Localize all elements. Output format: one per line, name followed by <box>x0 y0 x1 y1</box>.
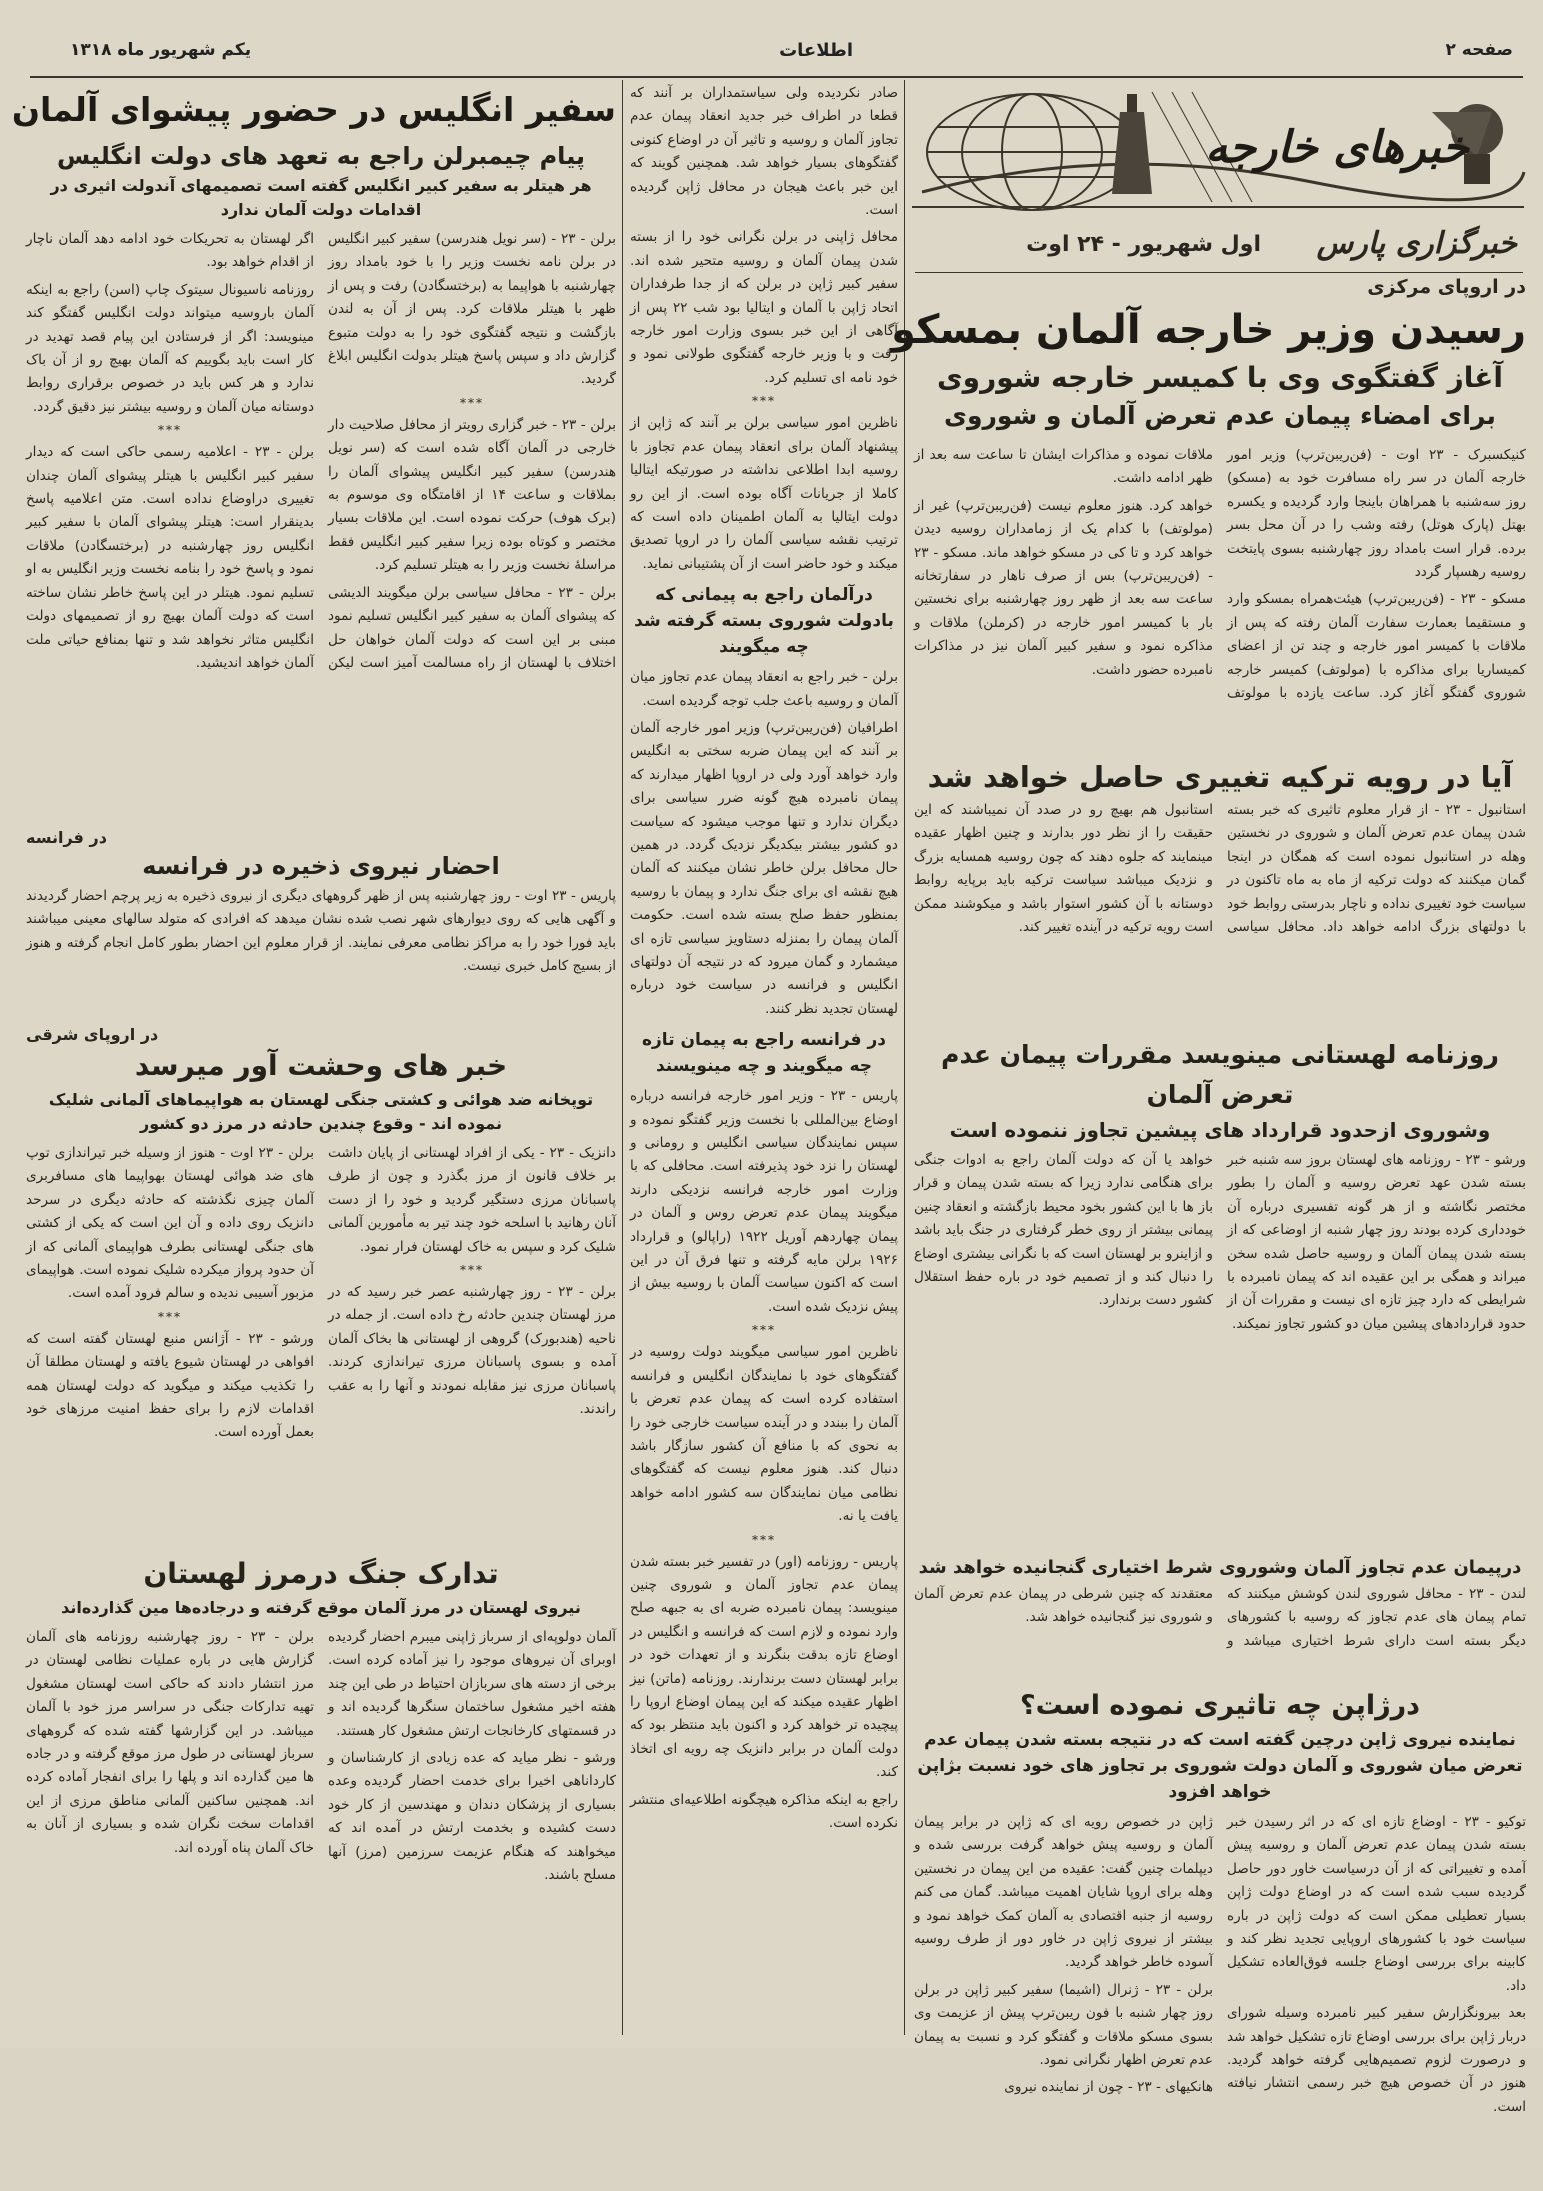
subheadline: برای امضاء پیمان عدم تعرض آلمان و شوروی <box>944 401 1496 430</box>
article-paragraph: پاریس - ۲۳ اوت - روز چهارشنبه پس از ظهر گروههای دیگری از نیروی ذخیره به زیر پرچم احضار گردیدند و آگهی هایی که روی دیوارهای شهر نصب شده نشان میدهد که افرادی که متولد سالهای معینی میباشند باید فورا خود را به مراکز نظامی معرفی نمایند. از قرار معلوم این احضار بطور کامل انجام گرفته و هنوز از بسیج کامل خبری نیست. <box>26 888 616 975</box>
article-paragraph: خواهد کرد. هنوز معلوم نیست (فن‌ریبن‌ترپ) غیر از (مولوتف) با کدام یک از زمامداران روسیه دیدن خواهد کرد و تا کی در مسکو خواهد ماند. مسکو - ۲۳ - (فن‌ریبن‌ترپ) بس از صرف ناهار در سفارتخانه ساعت سه بعد از ظهر روز چهارشنبه برای نخستین بار با کمیسر امور خارجه در (کرملن) ملاقات و مذاکره نمود و سفیر کبیر آلمان نیز در مذاکرات نامبرده حضور داشت. <box>914 497 1213 678</box>
article-paragraph: برلن - خبر راجع به انعقاد پیمان عدم تجاوز میان آلمان و روسیه باعث جلب توجه گردیده است. <box>630 669 898 709</box>
article-paragraph: ورشو - ۲۳ - روزنامه های لهستان بروز سه شنبه خبر بسته شدن عهد تعرض روسیه و آلمان را بطور مختصر نگاشته و از هر گونه تفسیری درباره آن خودداری کرده بودند روز چهار شنبه از اوضاعی که از بسته شدن پیمان آلمان و روسیه حاصل شده سخن میراند و همگی بر این عقیده اند که پیمان نامبرده با شرایطی که دارد چیز تازه ای نیست و مقررات آن از حدود قراردادهای پیشین میان دو کشور تجاوز نمیکند. <box>1227 1152 1526 1332</box>
article-paragraph: برلن - ۲۳ اوت - هنوز از وسیله خبر تیراندازی توپ های ضد هوائی لهستان بهواپیما های مسافربری آلمان چیزی نگذشته که حادثه دیگری در سرحد دانزیک روی داده و آن این است که یکی از کشتی های جنگی لهستانی بطرف هواپیمای آلمانی که از آن حدود پرواز میکرده شلیک نموده است. هواپیمای مزبور آسیبی ندیده و سالم فرود آمده است. <box>26 1145 314 1302</box>
subheadline: وشوروی ازحدود قرارداد های پیشین تجاوز ننموده است <box>949 1118 1491 1142</box>
article-paragraph: بعد بیرونگزارش سفیر کبیر نامبرده وسیله شورای دربار ژاپن برای بررسی اوضاع تازه تشکیل خواهد شد و درصورت لزوم تصمیم‌هایی گرفته خواهد گردید. هنوز در آن خصوص هیچ خبر رسمی انتشار نیافته است. <box>1227 2005 1526 2115</box>
two-col-article: برلن - ۲۳ - (سر نویل هندرسن) سفیر کبیر انگلیس در برلن نامه نخست وزیر را با خود بامداد روز چهارشنبه با هواپیما به (برختسگادن) رفت و پس از ظهر با هیتلر ملاقات کرد. پس از آن به لندن بازگشت و نتیجه گفتگوی خود را به دولت متبوع گزارش داد و سپس پاسخ هیتلر بدولت انگلیس ابلاغ گردید. *** برلن - ۲۳ - خبر گزاری رویتر از محافل صلاحیت دار خارجی در آلمان آگاه شده است که (سر نویل هندرسن) سفیر کبیر انگلیس پیشوای آلمان را بملاقات و ساعت ۱۴ از اقامتگاه وی موسوم به (برک هوف) حرکت نموده است. این ملاقات بسیار مختصر و کوتاه بوده زیرا سفیر کبیر انگلیس فقط مراسلهٔ نخست وزیر را به هیتلر تسلیم کرد. برلن - ۲۳ - محافل سیاسی برلن میگویند الدیشی که پیشوای آلمان به سفیر کبیر انگلیس تسلیم نمود مبنی بر این است که دولت آلمان خواهان حل اختلاف با لهستان از راه مسالمت آمیز است لیکن اگر لهستان به تحریکات خود ادامه دهد آلمان ناچار از اقدام خواهد بود. روزنامه ناسیونال سیتوک چاپ (اسن) راجع به اینکه آلمان باروسیه میتواند دولت انگلیس گفتگو کند مینویسد: اگر از فرستادن این پیام قصد تهدید در کار است باید بگوییم که آلمان بهیچ رو از آن باک ندارد و هر کس باید در خصوص برقراری روابط دوستانه میان آلمان و روسیه بیشتر نیز دقیق گردد. *** برلن - ۲۳ - اعلامیه رسمی حاکی است که دیدار سفیر کبیر انگلیس با هیتلر پیشوای آلمان چندان تغییری دراوضاع نداده است. متن اعلامیه پاسخ بدینقرار است: هیتلر پیشوای آلمان با سفیر کبیر انگلیس روز چهارشنبه در (برختسگادن) ملاقات نمود و پاسخ خود را بنامه نخست وزیر انگلیس به او تسلیم نمود. هیتلر در این پاسخ خاطر نشان ساخته است که دولت آلمان بهیچ رو از تصمیمهای دولت انگلیس متاثر نخواهد شد و تنها بمنافع حیاتی ملت آلمان خواهد اندیشید. <box>26 228 616 828</box>
two-col-article <box>914 1149 1526 1549</box>
section-banner <box>912 82 1524 217</box>
article-block <box>26 885 616 1025</box>
two-col-article <box>914 799 1526 1029</box>
subheadline: هر هیتلر به سفیر کبیر انگلیس گفته است تصمیمهای آندولت اثیری در اقدامات دولت آلمان ندارد <box>50 176 592 219</box>
subheadline: نماینده نیروی ژاپن درچین گفته است که در نتیجه بسته شدن پیمان عدم تعرض میان شوروی و آلمان دولت شوروی بر تجاوز های خود نسبت بژاپن خواهد افزود <box>917 1730 1523 1802</box>
headline-main: سفیر انگلیس در حضور پیشوای آلمان <box>11 90 616 129</box>
article-paragraph: استانبول - ۲۳ - از قرار معلوم تاثیری که خبر بسته شدن پیمان عدم تعرض آلمان و شوروی در نخستین وهله در استانبول نموده است که همگان در اینجا گمان میکنند که دولت ترکیه از ماه به ماه تاکنون در سیاست خود تغییری نداده و ناچار بدرستی روابط خود با دولتهای بزرگ ادامه خواهد داد. محافل سیاسی استانبول هم بهیچ رو در صدد آن نمیباشند که این حقیقت را از نظر دور بدارند و چنین اظهار عقیده مینمایند که جلوه دهند که چون روسیه همسایه بزرگ و نزدیک میباشد سیاست ترکیه باید برپایه روابط دوستانه با آن کشور استوار باشد و میکوشند ممکن است رویه ترکیه در آینده تغییر کند. <box>914 802 1526 936</box>
article-paragraph: توکیو - ۲۳ - اوضاع تازه ای که در اثر رسیدن خبر بسته شدن پیمان عدم تعرض آلمان و روسیه پیش آمده و تغییراتی که از آن درسیاست خاور دور حاصل گردیده سبب شده است که در اوضاع دولت ژاپن بسیار تعطیلی ممکن است که دولت ژاپن در باره سیاست خود با کشورهای اروپایی تجدید نظر کند و کابینه برای بررسی اوضاع جلسه فوق‌العاده تشکیل داد. <box>1227 1814 1526 1994</box>
headline: در فرانسه راجع به پیمان تازه چه میگویند و چه مینویسند <box>641 1030 886 1077</box>
article-paragraph: ورشو - نظر میاید که عده زیادی از کارشناسان و کارداناهی اخیرا برای خدمت احضار گردیده وعده بسیاری از پزشکان دندان و مهندسین از کار خود دست کشیده و بخدمت ارتش در آمده اند که میخواهند که هنگام عزیمت سرزمین (مرز) آنها مسلح باشند. <box>328 1750 616 1884</box>
headline: درپیمان عدم تجاوز آلمان وشوروی شرط اختیاری گنجانیده خواهد شد <box>918 1557 1522 1578</box>
paper-name: اطلاعات <box>779 40 853 61</box>
two-col-article <box>26 1626 616 2046</box>
article-paragraph: برلن - ۲۳ - محافل سیاسی برلن میگویند الدیشی که پیشوای آلمان به سفیر کبیر انگلیس تسلیم نمود مبنی بر این است که دولت آلمان خواهان حل اختلاف با لهستان از راه مسالمت آمیز است لیکن اگر لهستان به تحریکات خود ادامه دهد آلمان ناچار از اقدام خواهد بود. <box>26 231 616 671</box>
column-rule <box>622 80 623 2035</box>
article-paragraph: ناظرین امور سیاسی برلن بر آنند که ژاپن از پیشنهاد آلمان برای انعقاد پیمان عدم تجاوز با روسیه ابدا اطلاعی نداشته در صورتیکه ایتالیا کاملا از جریانات آگاه بوده است. از این رو دولت ایتالیا به آلمان اطمینان داده است که ترتیب نقشه سیاسی آلمان را در اروپا تصدیق میکند و خود حاضر است از آن پشتیبانی نماید. <box>630 415 898 572</box>
region-label: در اروپای مرکزی <box>1367 276 1526 298</box>
two-col-article: دانزیک - ۲۳ - یکی از افراد لهستانی از پایان داشت بر خلاف قانون از مرز بگذرد و چون از طرف پاسبانان مرزی دستگیر گردید و خود را از دست آنان رهانید با اسلحه خود چند تیر به مأمورین آلمانی شلیک کرد و سپس به خاک لهستان فرار نمود. *** برلن - ۲۳ - روز چهارشنبه عصر خبر رسید که در مرز لهستان چندین حادثه رخ داده است. از جمله در ناحیه (هندبورک) گروهی از لهستانی ها بخاک آلمان آمده و بسوی پاسبانان مرزی تیراندازی کردند. پاسبانان مرزی نیز مقابله نمودند و آنها را به عقب راندند. برلن - ۲۳ اوت - هنوز از وسیله خبر تیراندازی توپ های ضد هوائی لهستان بهواپیما های مسافربری آلمان چیزی نگذشته که حادثه دیگری در سرحد دانزیک روی داده و آن این است که یکی از کشتی های جنگی لهستانی بطرف هواپیمای آلمانی که از آن حدود پرواز میکرده شلیک نموده است. هواپیمای مزبور آسیبی ندیده و سالم فرود آمده است. *** ورشو - ۲۳ - آژانس منبع لهستان گفته است که افواهی در لهستان شیوع یافته و لهستان مطلقا آن را تکذیب میکند و میگوید که دولت لهستان همه اقدامات لازم را برای حفظ امنیت مرزهای خود بعمل آورده است. <box>26 1142 616 1552</box>
headline: تدارک جنگ درمرز لهستان <box>143 1557 499 1590</box>
article-paragraph: برلن - ۲۳ - ژنرال (اشیما) سفیر کبیر ژاپن در برلن روز چهار شنبه با فون ریبن‌ترپ پیش از عزیمت وی بسوی مسکو ملاقات و گفتگو کرد و نسبت به پیمان عدم تعرض اظهار نگرانی نمود. <box>914 1981 1213 2069</box>
headline: خبر های وحشت آور میرسد <box>134 1049 508 1082</box>
dispatch-date: اول شهریور - ۲۴ اوت <box>1026 232 1261 257</box>
headline: درآلمان راجع به پیمانی که بادولت شوروی بسته گرفته شد چه میگویند <box>634 585 894 658</box>
article-paragraph: کنیکسبرک - ۲۳ اوت - (فن‌ریبن‌ترپ) وزیر امور خارجه آلمان در سر راه مسافرت خود به (مسکو) روز سه‌شنبه با همراهان باینجا وارد گردیده و یکسره بهتل (پارک هوتل) رفته وشب را در آن محل بسر برده. قرار است بامداد روز چهارشنبه بسوی پایتخت روسیه رهسپار گردد <box>1227 447 1526 581</box>
article-paragraph: برلن - ۲۳ - اعلامیه رسمی حاکی است که دیدار سفیر کبیر انگلیس با هیتلر پیشوای آلمان چندان تغییری دراوضاع نداده است. متن اعلامیه پاسخ بدینقرار است: هیتلر پیشوای آلمان با سفیر کبیر انگلیس روز چهارشنبه در (برختسگادن) ملاقات نمود و پاسخ خود را بنامه نخست وزیر انگلیس به او تسلیم نمود. هیتلر در این پاسخ خاطر نشان ساخته است که دولت آلمان بهیچ رو از تصمیمهای دولت انگلیس متاثر نخواهد شد و تنها بمنافع حیاتی ملت آلمان خواهد اندیشید. <box>26 444 314 671</box>
article-paragraph: پاریس - روزنامه (اور) در تفسیر خبر بسته شدن پیمان عدم تجاوز آلمان و شوروی چنین مینویسد: پیمان نامبرده ضربه ای به جبهه صلح وارد نموده و لازم است که فرانسه و انگلیس در اوضاع تازه بدقت بنگرند و از تعهدات خود در برابر لهستان دست برندارند. روزنامه (ماتن) نیز اظهار عقیده میکند که این پیمان اوضاع اروپا را پیچیده تر خواهد کرد و اکنون باید منتظر بود که دولت آلمان در برابر دانزیک چه رویه ای اتخاذ کند. <box>630 1553 898 1781</box>
article-paragraph: لندن - ۲۳ - محافل شوروی لندن کوشش میکنند که تمام پیمان های عدم تجاوز که روسیه با کشورهای دیگر بسته است دارای شرط اختیاری میباشد و معتقدند که چنین شرطی در پیمان عدم تعرض آلمان و شوروی نیز گنجانیده خواهد شد. <box>914 1586 1526 1649</box>
article-paragraph: محافل ژاپنی در برلن نگرانی خود را از بسته شدن پیمان آلمان و روسیه متحیر شده اند. سفیر کبیر ژاپن در برلن که از جدا طرفداران اتحاد ژاپن با آلمان و ایتالیا بود شب ۲۲ پس از آگاهی از این خبر بسوی وزارت امور خارجه رفت و با وزیر خارجه گفتگوی طولانی نمود و خود نامه ای تسلیم کرد. <box>630 229 898 386</box>
two-col-article <box>914 1583 1526 1679</box>
section-title: خبرهای خارجه <box>1205 122 1469 173</box>
subheadline: توپخانه ضد هوائی و کشتی جنگی لهستان به هواپیماهای آلمانی شلیک نموده اند - وقوع چندین حادثه در مرز دو کشور <box>48 1090 594 1133</box>
subheadline: پیام چیمبرلن راجع به تعهد های دولت انگلیس <box>57 142 585 170</box>
article-paragraph: دانزیک - ۲۳ - یکی از افراد لهستانی از پایان داشت بر خلاف قانون از مرز بگذرد و چون از طرف پاسبانان مرزی دستگیر گردید و خود را از دست آنان رهانید با اسلحه خود چند تیر به مأمورین آلمانی شلیک کرد و سپس به خاک لهستان فرار نمود. <box>328 1145 616 1255</box>
column-3 <box>11 82 617 2037</box>
column-2: صادر نکردیده ولی سیاستمداران بر آنند که قطعا در اطراف خبر جدید انعقاد پیمان عدم تجاوز آلمان و روسیه و تاثیر آن در اوضاع کنونی گفتگوهای بسیار خواهد شد. همچنین گویند که این خبر باعث هیجان در محافل ژاپن گردیده است. محافل ژاپنی در برلن نگرانی خود را از بسته شدن پیمان آلمان و روسیه متحیر شده اند. سفیر کبیر ژاپن در برلن که از جدا طرفداران اتحاد ژاپن با آلمان و ایتالیا بود شب ۲۲ پس از آگاهی از این خبر بسوی وزارت امور خارجه رفت و با وزیر خارجه گفتگوی طولانی نمود و خود نامه ای تسلیم کرد. *** ناظرین امور سیاسی برلن بر آنند که ژاپن از پیشنهاد آلمان برای انعقاد پیمان عدم تجاوز با روسیه ابدا اطلاعی نداشته در صورتیکه ایتالیا کاملا از جریانات آگاه بوده است. از این رو دولت ایتالیا به آلمان اطمینان داده است که ترتیب نقشه سیاسی آلمان را در اروپا تصدیق میکند و خود حاضر است از آن پشتیبانی نماید. درآلمان راجع به پیمانی که بادولت شوروی بسته گرفته شد چه میگویند برلن - خبر راجع به انعقاد پیمان عدم تجاوز میان آلمان و روسیه باعث جلب توجه گردیده است. اطرافیان (فن‌ریبن‌ترپ) وزیر امور خارجه آلمان بر آنند که این پیمان ضربه سختی به انگلیس وارد خواهد آورد ولی در اروپا اظهار میدارند که پیمان نامبرده هیچ گونه ضرر سیاسی برای دیگران ندارد و تنها موجب میشود که سیاست دو کشور بیشتر بیکدیگر نزدیک گردد. در همین حال محافل برلن خاطر نشان میکنند که آلمان هیچ نقشه ای برای جنگ ندارد و پیمان با روسیه بمنظور حفظ صلح بسته شده است. حکومت آلمان پیمان را بمنزله دستاویز سیاسی تازه ای میشمارد و گمان میرود که در نتیجه آن دولتهای انگلیس و فرانسه در سیاست خود درباره لهستان تجدید نظر کنند. در فرانسه راجع به پیمان تازه چه میگویند و چه مینویسند پاریس - ۲۳ - وزیر امور خارجه فرانسه درباره اوضاع بین‌المللی با نخست وزیر گفتگو نموده و سپس نمایندگان سیاسی انگلیس و رومانی و لهستان را نزد خود پذیرفته است. محافلی که با وزارت امور خارجه فرانسه نزدیکی دارند میگویند پیمان عدم تعرض روس و آلمان در پیمان چهاردهم آوریل ۱۹۲۲ (راپالو) و قرارداد ۱۹۲۶ برلن مایه گرفته و تنها فرق آن در این است که اکنون سیاست آلمان با روسیه بیش از پیش نزدیک شده است. *** ناظرین امور سیاسی میگویند دولت روسیه در گفتگوهای خود با نمایندگان انگلیس و فرانسه استفاده کرده است که پیمان عدم تعرض با آلمان را ببندد و در آینده سیاست خارجی خود را به نحوی که با منافع آن کشور سازگار باشد دنبال کند. هنوز معلوم نیست که گفتگوهای نظامی میان نمایندگان سه کشور ادامه خواهد یافت یا نه. *** پاریس - روزنامه (اور) در تفسیر خبر بسته شدن پیمان عدم تجاوز آلمان و شوروی چنین مینویسد: پیمان نامبرده ضربه ای به جبهه صلح وارد نموده و لازم است که فرانسه و انگلیس در اوضاع تازه بدقت بنگرند و از تعهدات خود در برابر لهستان دست برندارند. روزنامه (ماتن) نیز اظهار عقیده میکند که این پیمان اوضاع اروپا را پیچیده تر خواهد کرد و اکنون باید منتظر بود که دولت آلمان در برابر دانزیک چه رویه ای اتخاذ کند. راجع به اینکه مذاکره هیچگونه اطلاعیه‌ای منتشر نکرده است. <box>630 82 898 2037</box>
article-paragraph: صادر نکردیده ولی سیاستمداران بر آنند که قطعا در اطراف خبر جدید انعقاد پیمان عدم تجاوز آلمان و روسیه و تاثیر آن در اوضاع کنونی گفتگوهای بسیار خواهد شد. همچنین گویند که این خبر باعث هیجان در محافل ژاپن گردیده است. <box>630 85 898 219</box>
subheadline: نیروی لهستان در مرز آلمان موقع گرفته و درجاده‌ها مین گذارده‌اند <box>61 1598 581 1617</box>
article-paragraph: برلن - ۲۳ - (سر نویل هندرسن) سفیر کبیر انگلیس در برلن نامه نخست وزیر را با خود بامداد روز چهارشنبه با هواپیما به (برختسگادن) رفت و پس از ظهر با هیتلر ملاقات کرد. پس از آن به لندن بازگشت و نتیجه گفتگوی خود را به دولت متبوع گزارش داد و سپس پاسخ هیتلر بدولت انگلیس ابلاغ گردید. <box>328 231 616 388</box>
article-paragraph: پاریس - ۲۳ - وزیر امور خارجه فرانسه درباره اوضاع بین‌المللی با نخست وزیر گفتگو نموده و سپس نمایندگان سیاسی انگلیس و رومانی و لهستان را نزد خود پذیرفته است. محافلی که با وزارت امور خارجه فرانسه نزدیکی دارند میگویند پیمان عدم تعرض روس و آلمان در پیمان چهاردهم آوریل ۱۹۲۲ (راپالو) و قرارداد ۱۹۲۶ برلن مایه گرفته و تنها فرق آن در این است که اکنون سیاست آلمان با روسیه بیش از پیش نزدیک شده است. <box>630 1088 898 1315</box>
article-paragraph: روزنامه ناسیونال سیتوک چاپ (اسن) راجع به اینکه آلمان باروسیه میتواند دولت انگلیس گفتگو کند مینویسد: اگر از فرستادن این پیام قصد تهدید در کار است باید بگوییم که آلمان بهیچ رو از آن باک ندارد و هر کس باید در خصوص برقراری روابط دوستانه میان آلمان و روسیه بیشتر نیز دقیق گردد. <box>26 281 314 415</box>
article-paragraph: اطرافیان (فن‌ریبن‌ترپ) وزیر امور خارجه آلمان بر آنند که این پیمان ضربه سختی به انگلیس وارد خواهد آورد ولی در اروپا اظهار میدارند که پیمان نامبرده هیچ گونه ضرر سیاسی برای دیگران ندارد و تنها موجب میشود که سیاست دو کشور بیشتر بیکدیگر نزدیک گردد. در همین حال محافل برلن خاطر نشان میکنند که آلمان هیچ نقشه ای برای جنگ ندارد و پیمان با روسیه بمنظور حفظ صلح بسته شده است. حکومت آلمان پیمان را بمنزله دستاویز سیاسی تازه ای میشمارد و گمان میرود که در نتیجه آن دولتهای انگلیس و فرانسه در سیاست خود درباره لهستان تجدید نظر کنند. <box>630 719 898 1017</box>
two-col-article <box>914 1811 1526 2191</box>
column-1 <box>891 276 1526 2115</box>
article-paragraph: برلن - ۲۳ - خبر گزاری رویتر از محافل صلاحیت دار خارجی در آلمان آگاه شده است که (سر نویل هندرسن) سفیر کبیر انگلیس پیشوای آلمان را بملاقات و ساعت ۱۴ از اقامتگاه وی موسوم به (برک هوف) حرکت نموده است. این ملاقات بسیار مختصر و کوتاه بوده زیرا سفیر کبیر انگلیس فقط مراسلهٔ نخست وزیر را به هیتلر تسلیم کرد. <box>328 416 616 574</box>
page-number: صفحه ۲ <box>1445 40 1513 60</box>
subheadline: آغاز گفتگوی وی با کمیسر خارجه شوروی <box>937 361 1503 394</box>
article-paragraph: برلن - ۲۳ - روز چهارشنبه عصر خبر رسید که در مرز لهستان چندین حادثه رخ داده است. از جمله در ناحیه (هندبورک) گروهی از لهستانی ها بخاک آلمان آمده و بسوی پاسبانان مرزی تیراندازی کردند. پاسبانان مرزی نیز مقابله نمودند و آنها را به عقب راندند. <box>328 1284 617 1418</box>
agency-logo: خبرگزاری پارس <box>1316 226 1517 261</box>
article-paragraph: مسکو - ۲۳ - (فن‌ریبن‌ترپ) هیئت‌همراه بمسکو وارد و مستقیما بعمارت سفارت آلمان رفته که پس از ملاقات با کمیسر امور خارجه و چند تن از اعضای کمیساریا برای مذاکره با (مولوتف) کمیسر خارجه شوروی گفتگو آغاز کرد. ساعت یازده با مولوتف ملاقات نموده و مذاکرات ایشان تا ساعت سه بعد از ظهر ادامه داشت. <box>914 447 1526 702</box>
column-rule <box>904 80 905 2035</box>
region-label: در اروپای شرقی <box>26 1025 159 1044</box>
headline-main: رسیدن وزیر خارجه آلمان بمسکو <box>891 307 1526 353</box>
article-paragraph: ورشو - ۲۳ - آژانس منبع لهستان گفته است که افواهی در لهستان شیوع یافته و لهستان مطلقا آن را تکذیب میکند و میگوید که دولت لهستان همه اقدامات لازم را برای حفظ امنیت مرزهای خود بعمل آورده است. <box>26 1330 314 1441</box>
headline: احضار نیروی ذخیره در فرانسه <box>142 852 500 880</box>
region-label: در فرانسه <box>26 828 107 847</box>
article-paragraph: ناظرین امور سیاسی میگویند دولت روسیه در گفتگوهای خود با نمایندگان انگلیس و فرانسه استفاده کرده است که پیمان عدم تعرض با آلمان را ببندد و در آینده سیاست خارجی خود را به نحوی که با منافع آن کشور سازگار باشد دنبال کند. هنوز معلوم نیست که گفتگوهای نظامی میان نمایندگان سه کشور ادامه خواهد یافت یا نه. <box>630 1344 898 1525</box>
masthead-rule <box>30 76 1523 78</box>
banner-rule <box>915 272 1523 273</box>
issue-date: یکم شهریور ماه ۱۳۱۸ <box>70 40 252 60</box>
article-paragraph: راجع به اینکه مذاکره هیچگونه اطلاعیه‌ای منتشر نکرده است. <box>630 1791 898 1831</box>
headline: روزنامه لهستانی مینویسد مقررات پیمان عدم تعرض آلمان <box>941 1040 1499 1109</box>
article-paragraph: هانکیهای - ۲۳ - چون از نماینده نیروی <box>1004 2079 1213 2096</box>
article-paragraph: برلن - ۲۳ - روز چهارشنبه روزنامه های آلمان گزارش هایی در باره عملیات نظامی لهستان در مرز انتشار دادند که حاکی است لهستان مشغول تهیه تدارکات جنگی در سراسر مرز خود با آلمان میباشد. در این گزارشها گفته شده که گروههای سرباز لهستانی در طول مرز موقع گرفته و در جاده ها مین گذارده اند و پلها را برای انفجار آماده کرده اند. همچنین ساکنین آلمانی مناطق مرزی از این اقدامات سخت نگران شده و بسیاری از آنان به خاک آلمان پناه آورده اند. <box>26 1629 314 1856</box>
article-paragraph: آلمان دولوپه‌ای از سرباز ژاپنی میبرم احضار گردیده اوبرای آن نیروهای موجود را نیز آماده کرده است. برخی از دسته های سربازان احتیاط در طی این چند هفته اخیر مشغول ساختمان سنگرها گردیده اند و در قسمتهای کارخانجات ارتش مشغول کار هستند. <box>328 1629 616 1739</box>
headline: آیا در رویه ترکیه تغییری حاصل خواهد شد <box>927 760 1513 794</box>
article-paragraph: ژاپن در خصوص رویه ای که ژاپن در برابر پیمان آلمان و روسیه پیش خواهد گرفت بررسی شده و دیپلمات چنین گفت: عقیده من این پیمان در نخستین وهله برای اروپا شایان اهمیت میباشد. گمان می کنم روسیه از جنبه اقتصادی به آلمان کمک خواهد نمود و بیشتر از نیروی ژاپن در خاور دور از طرف روسیه آسوده خاطر خواهد گردید. <box>914 1814 1213 1971</box>
two-col-article <box>914 444 1526 749</box>
article-paragraph: خواهد یا آن که دولت آلمان راجع به ادوات جنگی برای هنگامی ندارد زیرا که بسته شدن پیمان و قرار باز ها با این کشور بخود محیط بازگشته و انعقاد چنین پیمانی بیشتر از روی خطر گرفتاری در جنگ باید باشد و ازاینرو بر لهستان است که با نگرانی بیشتری اوضاع را دنبال کند و از تصمیم خود در باره حفظ استقلال کشور دست برندارد. <box>914 1152 1213 1309</box>
headline: درژاپن چه تاثیری نموده است؟ <box>1019 1690 1421 1721</box>
